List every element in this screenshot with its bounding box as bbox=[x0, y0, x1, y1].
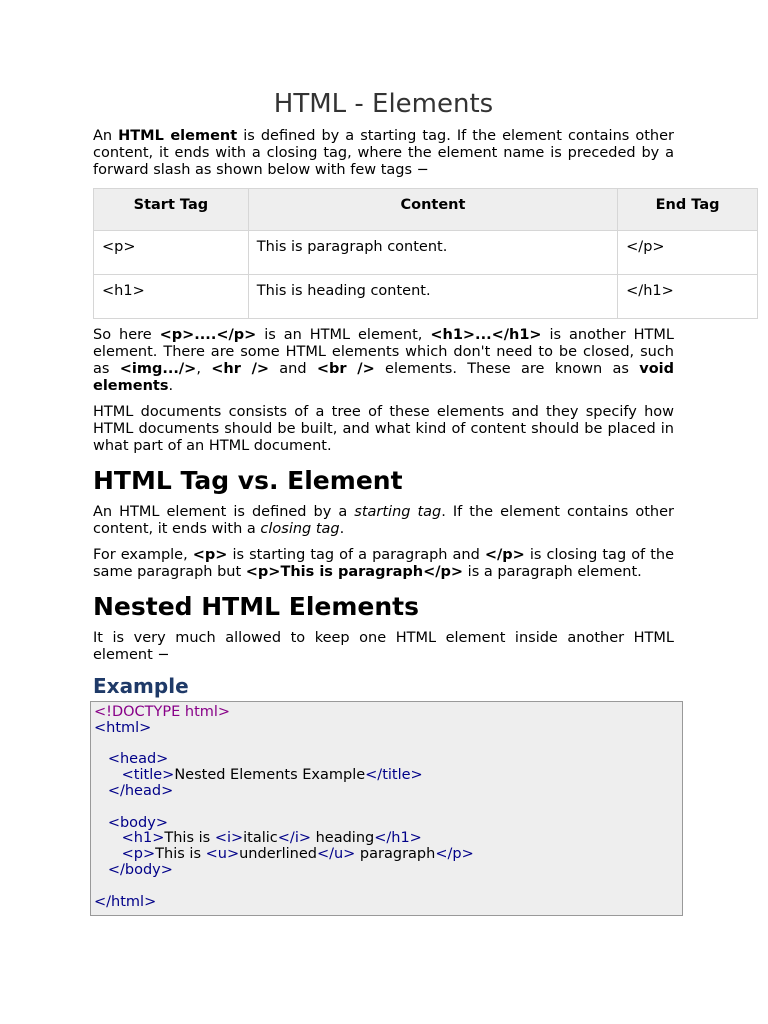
bold-code: </p> bbox=[484, 547, 525, 563]
code-tag: <body> bbox=[107, 814, 168, 831]
code-line bbox=[94, 768, 682, 784]
bold-code: <p>This is paragraph</p> bbox=[245, 564, 464, 580]
code-line bbox=[94, 784, 682, 800]
code-tag: </i> bbox=[277, 830, 311, 847]
tags-table bbox=[93, 188, 758, 319]
table-row bbox=[94, 275, 758, 319]
text: . bbox=[339, 521, 345, 537]
text: So here bbox=[93, 327, 160, 343]
italic-term: starting tag bbox=[354, 504, 442, 520]
code-text: Nested Elements Example bbox=[174, 767, 366, 784]
code-tag: </h1> bbox=[374, 830, 422, 847]
code-text: italic bbox=[243, 830, 278, 847]
text: . bbox=[168, 378, 174, 394]
code-tag: <u> bbox=[205, 846, 240, 863]
code-text: heading bbox=[311, 830, 375, 847]
code-line bbox=[94, 721, 682, 737]
italic-term: closing tag bbox=[260, 521, 340, 537]
code-line bbox=[94, 863, 682, 879]
code-line-blank bbox=[94, 879, 682, 895]
code-tag: </head> bbox=[107, 782, 174, 799]
table-header-row bbox=[94, 189, 758, 231]
code-line bbox=[94, 895, 682, 911]
table-header-start-tag: Start Tag bbox=[94, 189, 249, 231]
table-header-content: Content bbox=[248, 189, 617, 231]
page-title: HTML - Elements bbox=[273, 89, 494, 119]
code-line bbox=[94, 752, 682, 768]
table-cell: This is heading content. bbox=[248, 275, 617, 319]
code-tag: <i> bbox=[214, 830, 244, 847]
example-paragraph bbox=[93, 547, 674, 581]
text: . If the element contains other content, it ends with a bbox=[93, 504, 674, 537]
text: is a paragraph element. bbox=[463, 564, 642, 580]
bold-term: void elements bbox=[93, 361, 675, 394]
code-tag: </html> bbox=[94, 893, 157, 910]
table-cell: This is paragraph content. bbox=[248, 231, 617, 275]
code-line bbox=[94, 831, 682, 847]
bold-code: <p> bbox=[192, 547, 228, 563]
code-tag: </body> bbox=[107, 861, 173, 878]
bold-code: <p>....</p> bbox=[159, 327, 257, 343]
text: , bbox=[196, 361, 212, 377]
example-heading: Example bbox=[93, 674, 189, 698]
table-cell: </p> bbox=[618, 231, 758, 275]
table-header-end-tag: End Tag bbox=[618, 189, 758, 231]
document-page bbox=[93, 86, 720, 916]
text: For example, bbox=[93, 547, 193, 563]
section-heading-tag-vs-element: HTML Tag vs. Element bbox=[93, 466, 403, 495]
tag-definition-paragraph bbox=[93, 504, 674, 538]
text: and bbox=[269, 361, 317, 377]
code-tag: </u> bbox=[316, 846, 356, 863]
intro-paragraph bbox=[93, 128, 674, 179]
table-cell: </h1> bbox=[618, 275, 758, 319]
code-tag: </title> bbox=[365, 767, 423, 784]
text: is starting tag of a paragraph and bbox=[227, 547, 485, 563]
tree-paragraph: HTML documents consists of a tree of these elements and they specify how HTML documents should be built, and what kind of content should be placed in what part of an HTML document. bbox=[93, 404, 674, 454]
code-example-block bbox=[90, 701, 683, 916]
bold-code: <br /> bbox=[316, 361, 375, 377]
code-line-blank bbox=[94, 737, 682, 753]
code-tag: </p> bbox=[435, 846, 474, 863]
text: is another HTML element. There are some HTML elements which don't need to be closed, such as bbox=[93, 327, 675, 377]
section-heading-nested-elements: Nested HTML Elements bbox=[93, 592, 419, 621]
code-text: This is bbox=[164, 830, 215, 847]
code-tag: <head> bbox=[107, 751, 169, 768]
text: An HTML element is defined by a bbox=[93, 504, 355, 520]
intro-text-2: is defined by a starting tag. If the element contains other content, it ends with a closing tag, where the element name is preceded by a forward slash as shown below with few tags − bbox=[93, 128, 674, 178]
table-cell: <p> bbox=[94, 231, 249, 275]
code-text: This is bbox=[155, 846, 206, 863]
intro-text-1: An bbox=[93, 128, 119, 144]
code-line bbox=[94, 816, 682, 832]
text: is closing tag of the same paragraph but bbox=[93, 547, 674, 580]
table-row bbox=[94, 231, 758, 275]
bold-code: <img.../> bbox=[119, 361, 197, 377]
code-doctype: <!DOCTYPE html> bbox=[94, 704, 231, 720]
table-cell: <h1> bbox=[94, 275, 249, 319]
code-text: paragraph bbox=[355, 846, 436, 863]
code-tag: <html> bbox=[94, 719, 152, 736]
intro-bold-term: HTML element bbox=[118, 128, 238, 144]
code-tag: <title> bbox=[121, 767, 175, 784]
text: is an HTML element, bbox=[256, 327, 431, 343]
void-elements-paragraph bbox=[93, 327, 674, 395]
text: elements. These are known as bbox=[374, 361, 640, 377]
code-tag: <p> bbox=[121, 846, 156, 863]
code-line bbox=[94, 705, 682, 721]
bold-code: <hr /> bbox=[211, 361, 270, 377]
code-line-blank bbox=[94, 800, 682, 816]
code-tag: <h1> bbox=[121, 830, 165, 847]
nested-paragraph: It is very much allowed to keep one HTML element inside another HTML element − bbox=[93, 630, 674, 663]
code-line bbox=[94, 847, 682, 863]
code-text: underlined bbox=[239, 846, 317, 863]
bold-code: <h1>...</h1> bbox=[430, 327, 542, 343]
